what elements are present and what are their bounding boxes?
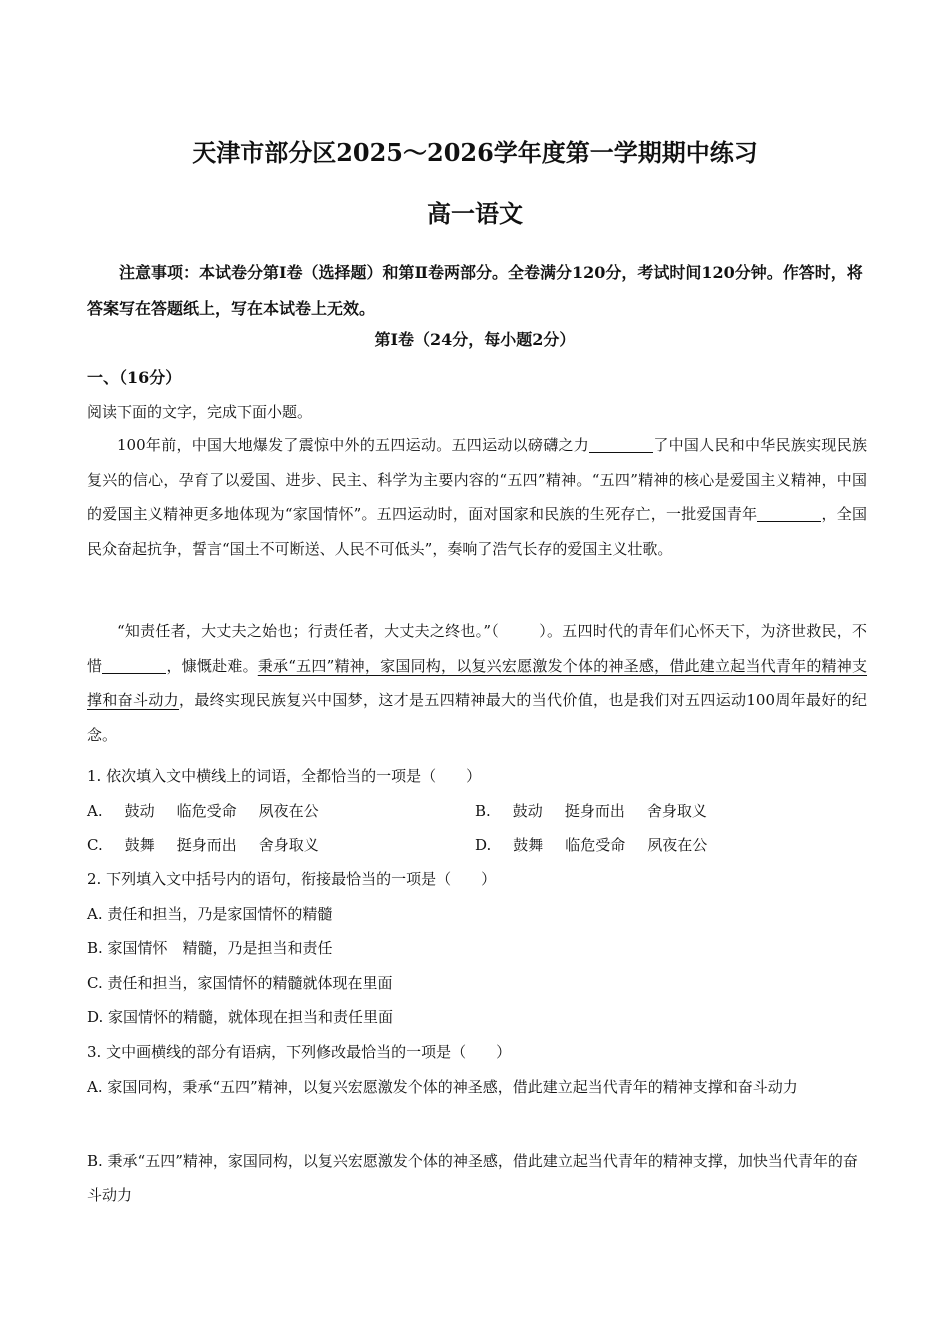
passage-paragraph-2	[87, 614, 867, 752]
passage-paragraph-1	[87, 428, 867, 566]
underlined-sentence: 秉承“五四”精神，家国同构，以复兴宏愿激发个体的神圣感，借此建立起当代青年的精神支撑和奋斗动力	[87, 656, 867, 709]
passage-text: “知责任者，大丈夫之始也；行责任者，大丈夫之终也。”（	[117, 622, 500, 640]
q1-option-c: C. 鼓舞 挺身而出 舍身取义	[87, 836, 319, 854]
q2-option-d: D. 家国情怀的精髓，就体现在担当和责任里面	[87, 1008, 394, 1026]
reading-instruction: 阅读下面的文字，完成下面小题。	[87, 403, 313, 421]
q3-option-b: B. 秉承“五四”精神，家国同构，以复兴宏愿激发个体的神圣感，借此建立起当代青年的精神支撑，加快当代青年的奋斗动力	[87, 1152, 858, 1204]
passage-text: ，全国民众奋起抗争，誓言“国土不可断送、人民不可低头”，奏响了浩气长存的爱国主义壮歌。	[87, 505, 867, 558]
passage-text: 100年前，中国大地爆发了震惊中外的五四运动。五四运动以磅礴之力	[117, 436, 590, 454]
exam-title: 天津市部分区2025～2026学年度第一学期期中练习	[192, 138, 758, 167]
notice-text: 注意事项：本试卷分第Ⅰ卷（选择题）和第Ⅱ卷两部分。全卷满分120分，考试时间120分钟。作答时，将答案写在答题纸上，写在本试卷上无效。	[87, 263, 863, 318]
question-2-stem: 2. 下列填入文中括号内的语句，衔接最恰当的一项是（ ）	[87, 870, 497, 888]
subject-title: 高一语文	[427, 199, 523, 228]
section-title: 第Ⅰ卷（24分，每小题2分）	[374, 330, 576, 349]
q3-option-a: A. 家国同构，秉承“五四”精神，以复兴宏愿激发个体的神圣感，借此建立起当代青年的精神支撑和奋斗动力	[87, 1078, 798, 1096]
q2-option-c: C. 责任和担当，家国情怀的精髓就体现在里面	[87, 974, 393, 992]
passage-text: ）。五四时代的青年们心怀天下，为济世救民，不惜	[87, 622, 867, 675]
q1-option-d: D. 鼓舞 临危受命 夙夜在公	[475, 836, 708, 854]
fill-blank	[102, 655, 166, 674]
q1-option-b: B. 鼓动 挺身而出 舍身取义	[475, 802, 707, 820]
question-3-stem: 3. 文中画横线的部分有语病，下列修改最恰当的一项是（ ）	[87, 1043, 512, 1061]
q2-option-a: A. 责任和担当，乃是家国情怀的精髓	[87, 905, 333, 923]
passage-text: 了中国人民和中华民族实现民族复兴的信心，孕育了以爱国、进步、民主、科学为主要内容的“五四”精神。“五四”精神的核心是爱国主义精神，中国的爱国主义精神更多地体现为“家国情怀”。五四运动时，面对国家和民族的生死存亡，一批爱国青年	[87, 436, 867, 523]
passage-text: ，慷慨赴难。	[166, 656, 258, 675]
fill-blank	[589, 434, 653, 453]
part-title: 一、（16分）	[87, 368, 182, 387]
q2-option-b: B. 家国情怀 精髓，乃是担当和责任	[87, 939, 333, 957]
fill-blank	[757, 503, 821, 522]
passage-text: ，最终实现民族复兴中国梦，这才是五四精神最大的当代价值，也是我们对五四运动100周年最好的纪念。	[87, 691, 867, 744]
question-1-stem: 1. 依次填入文中横线上的词语，全都恰当的一项是（ ）	[87, 767, 482, 785]
q1-option-a: A. 鼓动 临危受命 夙夜在公	[87, 802, 319, 820]
